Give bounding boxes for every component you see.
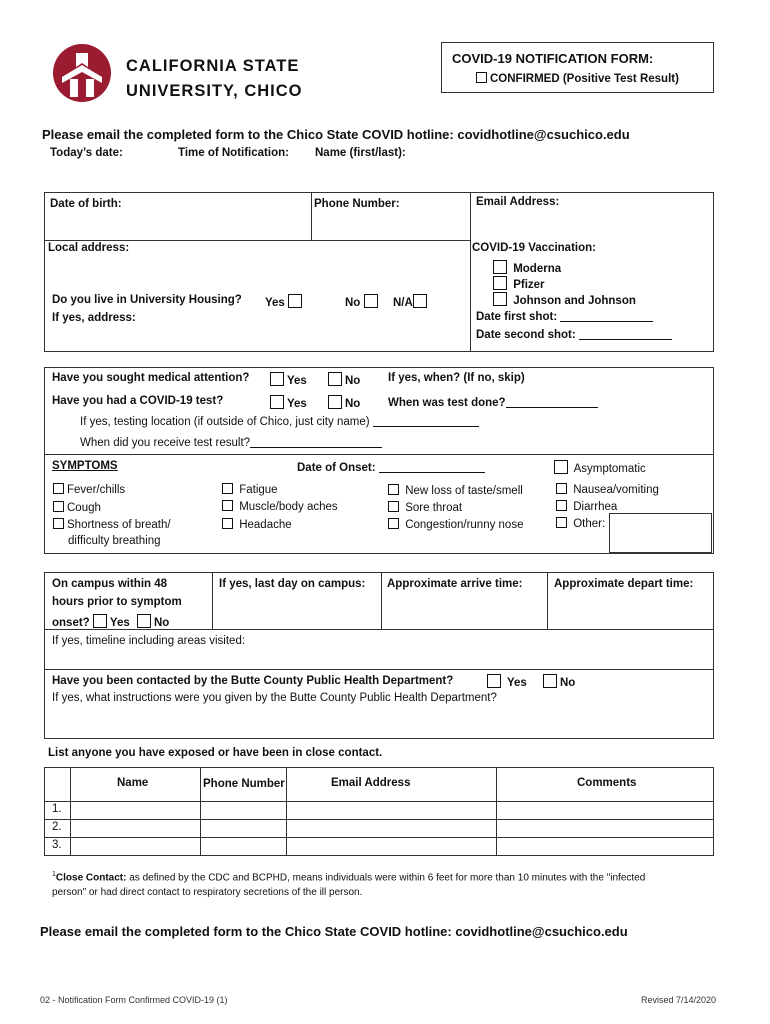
covid-test-yes-checkbox[interactable] [270, 395, 284, 409]
testing-location-field[interactable] [373, 414, 479, 427]
col-phone: Phone Number [203, 778, 285, 790]
loss-taste-checkbox[interactable] [388, 484, 399, 495]
vaccination-title: COVID-19 Vaccination: [472, 242, 596, 254]
asymptomatic-label: Asymptomatic [573, 463, 646, 475]
confirmed-checkbox[interactable] [476, 72, 487, 83]
asymptomatic-option[interactable] [554, 460, 646, 475]
vaccine-moderna-label: Moderna [513, 263, 562, 275]
medical-attention-question: Have you sought medical attention? [52, 372, 250, 384]
university-logo [50, 43, 114, 103]
footnote-line1 [52, 871, 645, 883]
on-campus-no-label: No [153, 617, 170, 629]
butte-yes[interactable] [487, 674, 527, 689]
butte-contacted-question: Have you been contacted by the Butte County Public Health Department? [52, 675, 454, 687]
fatigue-label: Fatigue [239, 484, 278, 496]
when-test-done-label: When was test done? [388, 397, 506, 409]
covid-test-no-label: No [345, 398, 361, 410]
housing-na-checkbox[interactable] [413, 294, 427, 308]
headache-checkbox[interactable] [222, 518, 233, 529]
symptom-other[interactable] [556, 517, 605, 530]
loss-taste-label: New loss of taste/smell [405, 485, 523, 497]
shortness-cont-label: difficulty breathing [68, 535, 161, 547]
housing-no[interactable] [345, 294, 381, 309]
arrive-time-label: Approximate arrive time: [387, 578, 523, 590]
dob-label: Date of birth: [50, 198, 122, 210]
other-checkbox[interactable] [556, 517, 567, 528]
confirmed-label: CONFIRMED (Positive Test Result) [490, 73, 679, 85]
symptom-headache[interactable] [222, 518, 292, 531]
row-1-number: 1. [52, 803, 62, 815]
form-title-box [441, 42, 714, 93]
vaccine-moderna-checkbox[interactable] [493, 260, 507, 274]
butte-instructions-label: If yes, what instructions were you given by the Butte County Public Health Department? [52, 692, 497, 704]
housing-yes[interactable] [265, 294, 305, 309]
testing-location-label: If yes, testing location (if outside of Chico, just city name) [80, 416, 370, 428]
medical-attention-no-label: No [345, 375, 361, 387]
symptoms-title: SYMPTOMS [52, 460, 118, 472]
first-shot-label: Date first shot: [476, 311, 558, 323]
fever-checkbox[interactable] [53, 483, 64, 494]
when-test-done-field[interactable] [506, 395, 598, 408]
diarrhea-label: Diarrhea [573, 501, 618, 513]
symptom-fever[interactable] [53, 483, 125, 496]
onset-label: onset? [52, 617, 90, 629]
footer-left: 02 - Notification Form Confirmed COVID-19 (1) [40, 995, 228, 1005]
footnote-label: Close Contact: [55, 872, 127, 884]
butte-yes-label: Yes [507, 677, 527, 689]
housing-question: Do you live in University Housing? [52, 294, 242, 306]
vaccine-pfizer-checkbox[interactable] [493, 276, 507, 290]
testing-location[interactable] [80, 414, 479, 428]
last-day-label: If yes, last day on campus: [219, 578, 366, 590]
shortness-label: Shortness of breath/ [67, 519, 171, 531]
vaccine-jj[interactable] [493, 292, 636, 307]
confirmed-checkbox-row[interactable] [476, 72, 679, 85]
cough-label: Cough [67, 502, 101, 514]
university-name-line1: CALIFORNIA STATE [126, 57, 300, 75]
sore-throat-label: Sore throat [405, 502, 463, 514]
housing-yes-label: Yes [265, 297, 285, 309]
headache-label: Headache [239, 519, 292, 531]
symptom-fatigue[interactable] [222, 483, 278, 496]
on-campus-yes-checkbox[interactable] [93, 614, 107, 628]
symptom-diarrhea[interactable] [556, 500, 617, 513]
covid-test-yes-label: Yes [287, 398, 307, 410]
housing-na[interactable] [393, 294, 430, 309]
col-comments: Comments [577, 777, 637, 789]
asymptomatic-checkbox[interactable] [554, 460, 568, 474]
housing-no-label: No [345, 297, 361, 309]
name-label: Name (first/last): [315, 147, 406, 159]
butte-no[interactable] [543, 674, 575, 689]
sore-throat-checkbox[interactable] [388, 501, 399, 512]
housing-na-label: N/A [393, 297, 413, 309]
symptom-congestion[interactable] [388, 518, 523, 531]
covid-test-yes[interactable] [270, 395, 307, 410]
medical-attention-no[interactable] [328, 372, 360, 387]
row-3-number: 3. [52, 839, 62, 851]
depart-time-label: Approximate depart time: [554, 578, 694, 590]
todays-date-label: Today’s date: [50, 147, 123, 159]
date-of-onset[interactable] [297, 460, 485, 474]
when-test-done[interactable] [388, 395, 598, 409]
vaccine-pfizer[interactable] [493, 276, 545, 291]
col-email: Email Address [331, 777, 411, 789]
footer-right: Revised 7/14/2020 [641, 995, 717, 1005]
covid-test-question: Have you had a COVID-19 test? [52, 395, 224, 407]
covid-test-no[interactable] [328, 395, 360, 410]
footnote-line2: person" or had direct contact to respiratory secretions of the ill person. [52, 887, 363, 898]
other-label: Other: [573, 518, 606, 530]
second-shot-label: Date second shot: [476, 329, 576, 341]
on-campus-yes-label: Yes [109, 617, 130, 629]
if-yes-when-label: If yes, when? (If no, skip) [388, 372, 525, 384]
first-shot-field[interactable] [560, 309, 653, 322]
symptom-sore-throat[interactable] [388, 501, 462, 514]
fatigue-checkbox[interactable] [222, 483, 233, 494]
local-address-label: Local address: [48, 242, 130, 254]
butte-yes-checkbox[interactable] [487, 674, 501, 688]
housing-yes-checkbox[interactable] [288, 294, 302, 308]
footnote-text1: as defined by the CDC and BCPHD, means individuals were within 6 feet for more than 10 minutes with the "infected [126, 872, 646, 884]
university-name-line2: UNIVERSITY, CHICO [126, 82, 303, 100]
email-instructions-top: Please email the completed form to the Chico State COVID hotline: covidhotline@csuchico.edu [42, 127, 630, 142]
phone-label: Phone Number: [314, 198, 400, 210]
fever-label: Fever/chills [67, 484, 126, 496]
on-campus-no-checkbox[interactable] [137, 614, 151, 628]
butte-no-checkbox[interactable] [543, 674, 557, 688]
cough-checkbox[interactable] [53, 501, 64, 512]
aches-checkbox[interactable] [222, 500, 233, 511]
vaccine-jj-label: Johnson and Johnson [513, 295, 636, 307]
vaccine-moderna[interactable] [493, 260, 561, 275]
medical-attention-no-checkbox[interactable] [328, 372, 342, 386]
symptom-cough[interactable] [53, 501, 101, 514]
symptom-nausea[interactable] [556, 483, 659, 496]
nausea-label: Nausea/vomiting [573, 484, 659, 496]
housing-no-checkbox[interactable] [364, 294, 378, 308]
butte-no-label: No [560, 677, 576, 689]
when-result-field[interactable] [250, 435, 382, 448]
when-result-label: When did you receive test result? [80, 437, 251, 449]
vaccine-pfizer-label: Pfizer [513, 279, 545, 291]
on-campus-line2: hours prior to symptom [52, 596, 182, 608]
when-result[interactable] [80, 435, 382, 449]
diarrhea-checkbox[interactable] [556, 500, 567, 511]
medical-attention-yes-label: Yes [287, 375, 307, 387]
date-of-onset-label: Date of Onset: [297, 462, 376, 474]
shortness-checkbox[interactable] [53, 518, 64, 529]
contacts-title: List anyone you have exposed or have been in close contact. [48, 747, 383, 759]
other-symptom-field[interactable] [609, 513, 712, 553]
col-name: Name [117, 777, 149, 789]
aches-label: Muscle/body aches [239, 501, 338, 513]
date-of-onset-field[interactable] [379, 460, 485, 473]
email-label: Email Address: [476, 196, 560, 208]
medical-attention-yes[interactable] [270, 372, 307, 387]
on-campus-line1: On campus within 48 [52, 578, 168, 590]
nausea-checkbox[interactable] [556, 483, 567, 494]
vaccine-jj-checkbox[interactable] [493, 292, 507, 306]
on-campus-line3[interactable] [52, 614, 169, 629]
time-of-notification-label: Time of Notification: [178, 147, 289, 159]
congestion-label: Congestion/runny nose [405, 519, 524, 531]
row-2-number: 2. [52, 821, 62, 833]
symptom-shortness-of-breath[interactable] [53, 518, 171, 531]
covid-test-no-checkbox[interactable] [328, 395, 342, 409]
congestion-checkbox[interactable] [388, 518, 399, 529]
symptom-aches[interactable] [222, 500, 338, 513]
second-shot[interactable] [476, 327, 672, 341]
medical-attention-yes-checkbox[interactable] [270, 372, 284, 386]
timeline-label: If yes, timeline including areas visited: [52, 635, 246, 647]
symptom-loss-taste[interactable] [388, 484, 523, 497]
second-shot-field[interactable] [579, 327, 672, 340]
if-yes-address-label: If yes, address: [52, 312, 136, 324]
first-shot[interactable] [476, 309, 653, 323]
email-instructions-bottom: Please email the completed form to the Chico State COVID hotline: covidhotline@csuchico.edu [40, 924, 628, 939]
footnote-sup: 1 [52, 871, 56, 878]
form-title: COVID-19 NOTIFICATION FORM: [452, 51, 654, 66]
